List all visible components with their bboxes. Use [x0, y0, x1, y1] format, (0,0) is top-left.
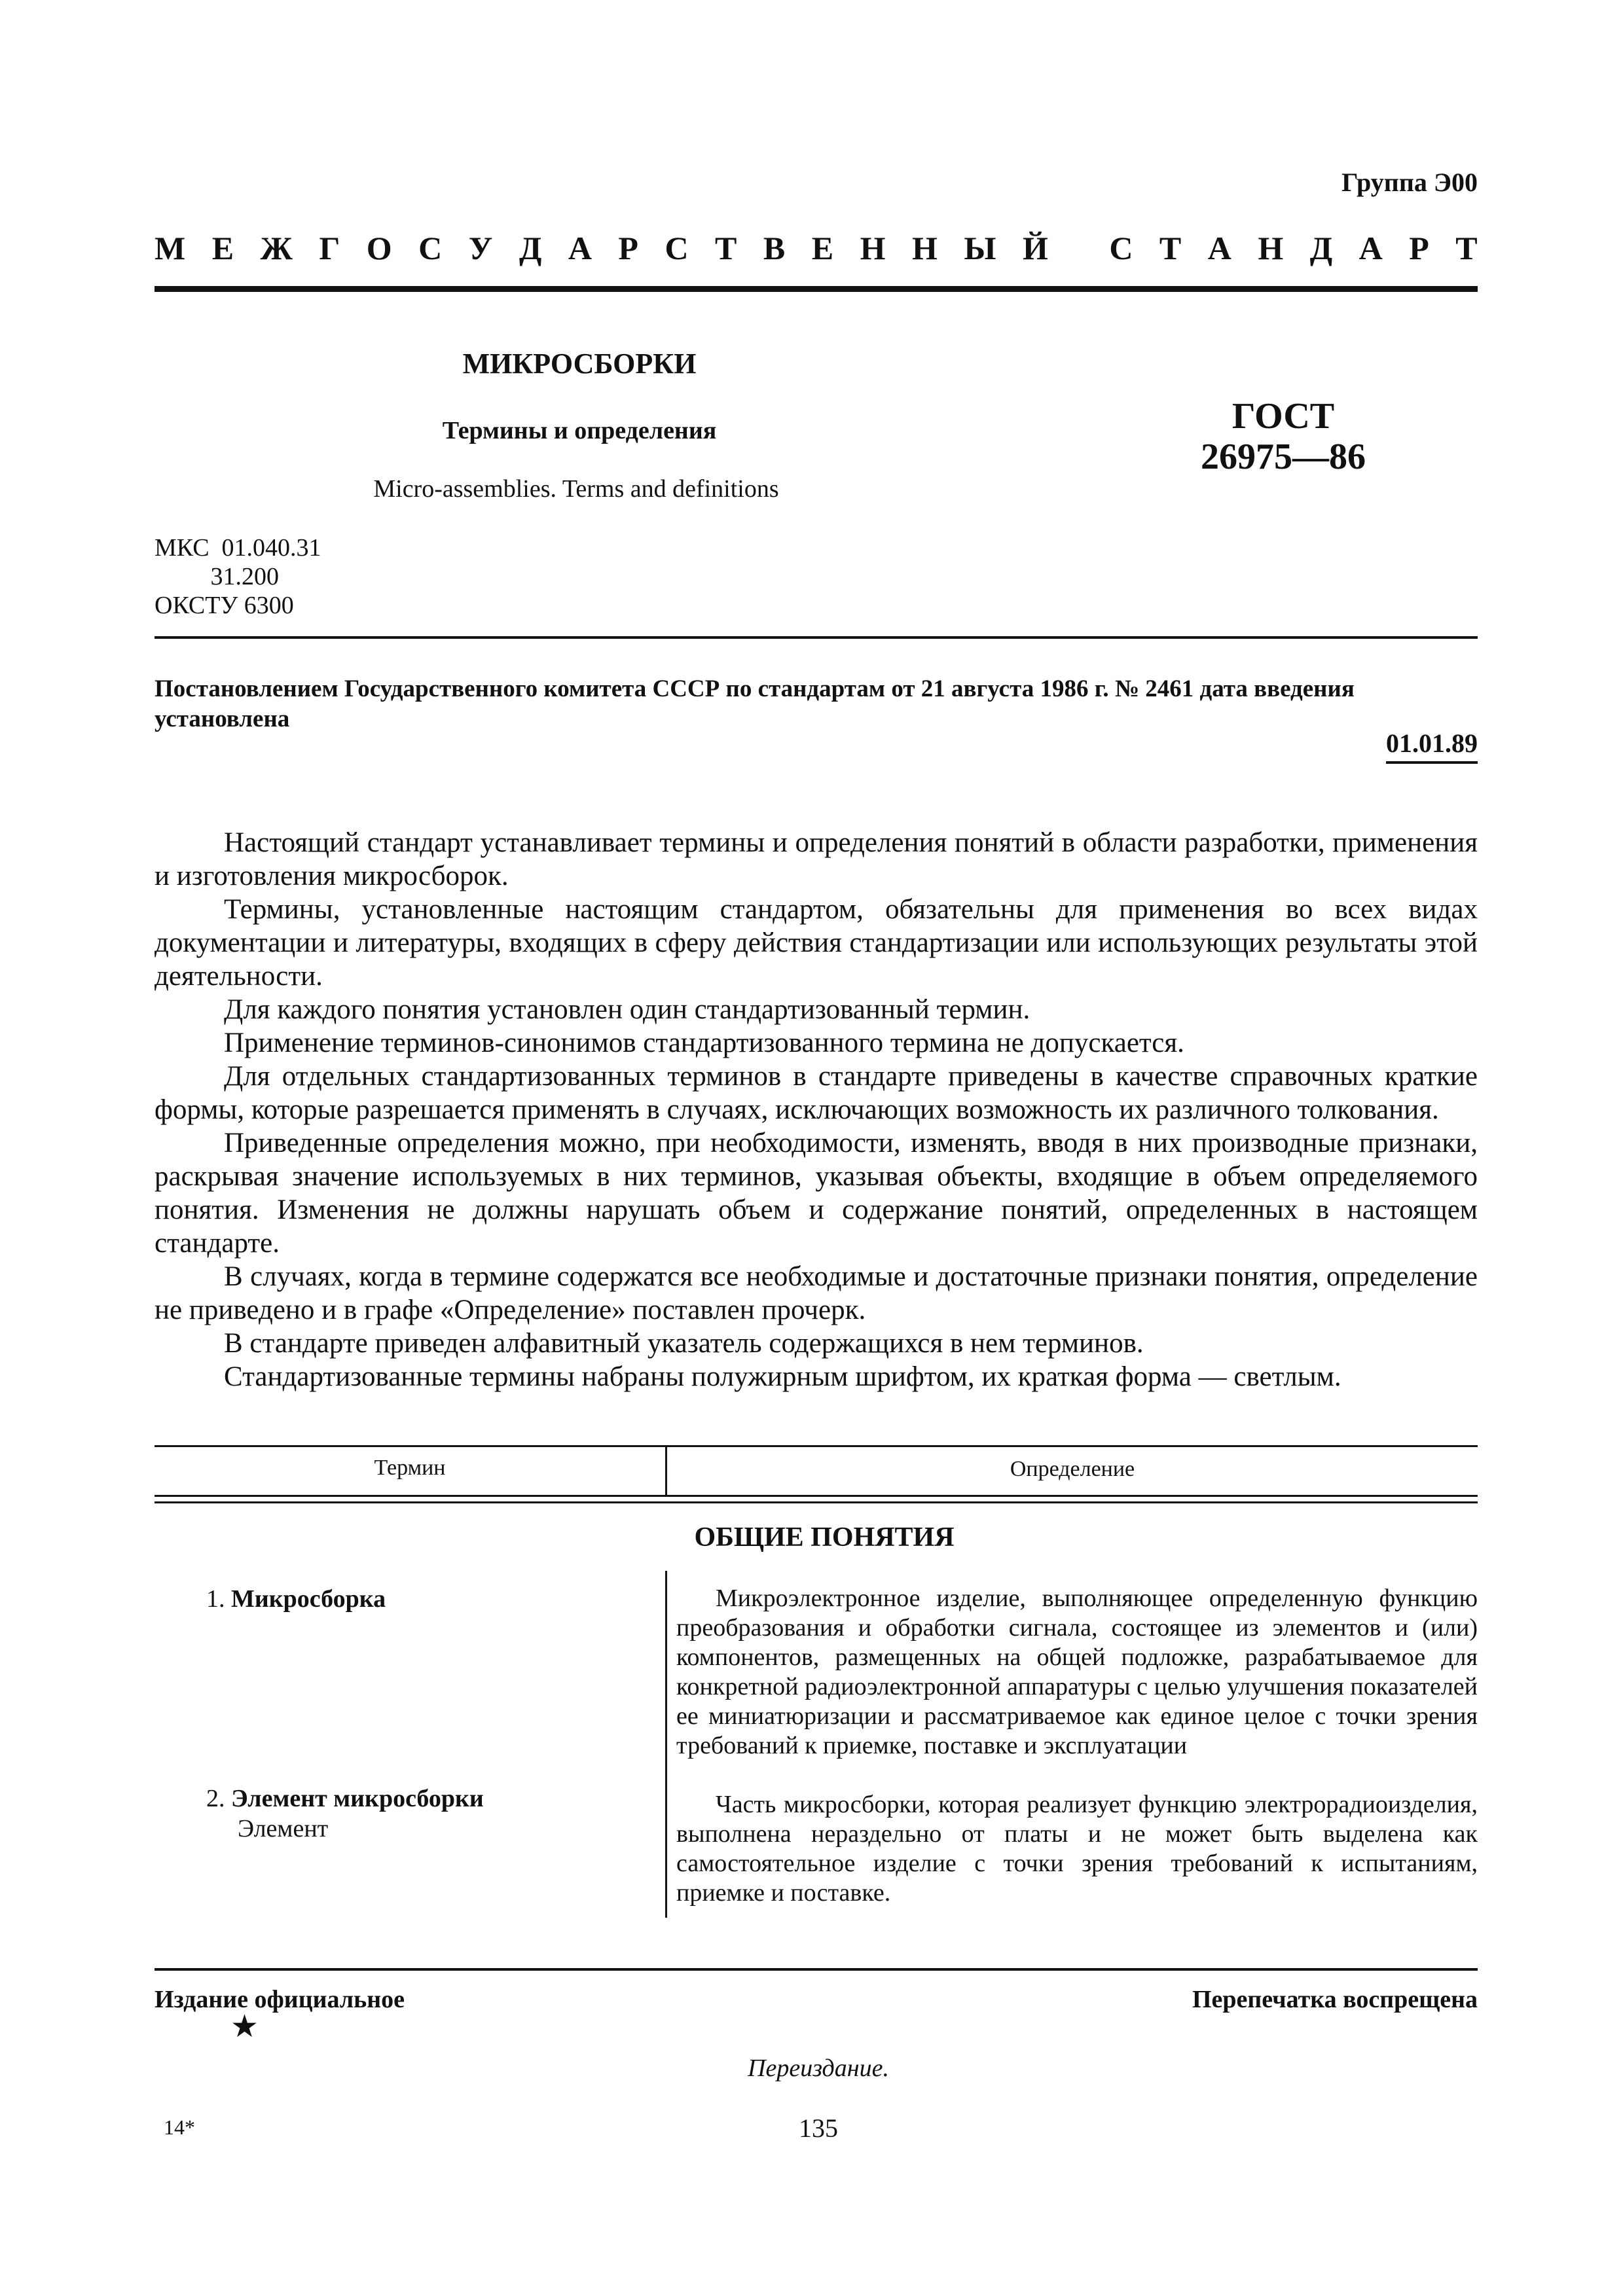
definition-text: Часть микросборки, которая реализует функцию электрорадиоизделия, выполнена нераздельно от платы и не может быть выделена как самостоятельное изделие с точки зрения требований к испытаниям, приемке и поставке.: [676, 1791, 1478, 1907]
classification-codes: [155, 533, 321, 620]
body-paragraph: Стандартизованные термины набраны полужирным шрифтом, их краткая форма — светлым.: [224, 1361, 1341, 1392]
banner-letter: А: [568, 230, 592, 266]
column-header-term: Термин: [374, 1456, 446, 1480]
table-header-rule-double: [155, 1501, 1478, 1503]
reprint-prohibited-label: Перепечатка воспрещена: [1192, 1986, 1478, 2013]
term-short-form: Элемент: [238, 1815, 329, 1842]
banner-letter: С: [1109, 230, 1133, 266]
banner-letter: Ы: [964, 230, 996, 266]
sheet-mark: 14*: [164, 2115, 195, 2139]
term-name: Микросборка: [231, 1585, 386, 1613]
section-heading: ОБЩИЕ ПОНЯТИЯ: [694, 1522, 955, 1552]
definition-text: Микроэлектронное изделие, выполняющее определенную функцию преобразования и обработки сигнала, состоящее из элементов и (или) компонентов, размещенных на общей подложке, разрабатываемое для конкретной радиоэлектронной аппаратуры с целью улучшения показателей ее миниатюризации и рассматриваемое как единое целое с точки зрения требований к приемке, поставке и эксплуатации: [676, 1585, 1478, 1759]
banner-letter: Н: [1258, 230, 1284, 266]
gost-label: ГОСТ: [1231, 396, 1335, 437]
column-header-definition: Определение: [1010, 1457, 1135, 1481]
header-rule: [155, 286, 1478, 292]
body-paragraph: В стандарте приведен алфавитный указатель содержащихся в нем терминов.: [224, 1328, 1144, 1359]
banner-letter: Д: [1309, 230, 1333, 266]
okstu-code: ОКСТУ 6300: [155, 592, 294, 619]
mks-code-1: МКС 01.040.31: [155, 534, 321, 562]
decree-text: Постановлением Государственного комитета СССР по стандартам от 21 августа 1986 г. № 2461 дата введения установлена: [155, 675, 1355, 732]
banner-letter: Н: [911, 230, 938, 266]
introduction-date: 01.01.89: [1386, 728, 1478, 764]
banner-letter: [1074, 229, 1083, 267]
body-paragraph: Настоящий стандарт устанавливает термины и определения понятий в области разработки, применения и изготовления микросборок.: [155, 827, 1478, 891]
mks-code-2: 31.200: [155, 563, 279, 590]
banner-letter: Т: [715, 230, 737, 266]
introduction-body: [155, 826, 1478, 1393]
table-header-rule: [155, 1495, 1478, 1497]
table-row-term: [206, 1784, 484, 1844]
banner-letter: Е: [211, 230, 234, 266]
body-paragraph: Для отдельных стандартизованных терминов в стандарте приведены в качестве справочных краткие формы, которые разрешается применять в случаях, исключающих возможность их различного толкования.: [155, 1061, 1478, 1125]
banner-letter: Ж: [260, 230, 293, 266]
footer-rule: [155, 1968, 1478, 1971]
banner-letter: Г: [319, 230, 340, 266]
reissue-label: Переиздание.: [748, 2054, 889, 2082]
table-row-definition: [676, 1790, 1478, 1908]
body-paragraph: Приведенные определения можно, при необходимости, изменять, вводя в них производные признаки, раскрывая значение используемых в них терминов, указывая объекты, входящие в объем определяемого понятия. Изменения не должны нарушать объем и содержание понятий, определенных в настоящем стандарте.: [155, 1128, 1478, 1259]
banner-letter: В: [763, 230, 786, 266]
gost-code: 26975—86: [1201, 437, 1366, 477]
banner-letter: Н: [860, 230, 886, 266]
term-number: 2.: [206, 1785, 225, 1812]
interstate-standard-banner: [155, 229, 1478, 267]
banner-letter: С: [665, 230, 689, 266]
banner-letter: Р: [618, 230, 638, 266]
table-row-definition: [676, 1584, 1478, 1761]
gost-number: [1146, 396, 1421, 477]
body-paragraph: Термины, установленные настоящим стандартом, обязательны для применения во всех видах документации и литературы, входящих в сферу действия стандартизации или использующих результаты этой деятельности.: [155, 894, 1478, 992]
banner-letter: Д: [519, 230, 542, 266]
english-title: Micro-assemblies. Terms and definitions: [373, 475, 779, 503]
classification-rule: [155, 636, 1478, 639]
banner-letter: А: [1207, 230, 1231, 266]
term-number: 1.: [206, 1585, 225, 1613]
term-name: Элемент микросборки: [231, 1785, 484, 1812]
banner-letter: У: [468, 230, 493, 266]
banner-letter: М: [155, 230, 186, 266]
banner-letter: Т: [1455, 230, 1478, 266]
body-paragraph: Для каждого понятия установлен один стандартизованный термин.: [224, 994, 1030, 1025]
banner-letter: Р: [1409, 230, 1429, 266]
body-paragraph: Применение терминов-синонимов стандартизованного термина не допускается.: [224, 1028, 1184, 1058]
body-paragraph: В случаях, когда в термине содержатся все необходимые и достаточные признаки понятия, определение не приведено и в графе «Определение» поставлен прочерк.: [155, 1261, 1478, 1325]
banner-letter: О: [366, 230, 392, 266]
banner-letter: С: [418, 230, 443, 266]
group-label: Группа Э00: [1341, 168, 1478, 197]
document-title: МИКРОСБОРКИ: [462, 348, 697, 380]
star-icon: ★: [230, 2009, 259, 2044]
official-edition-label: Издание официальное: [155, 1986, 405, 2013]
banner-letter: Е: [811, 230, 834, 266]
page-number: 135: [799, 2113, 838, 2143]
banner-letter: Й: [1022, 230, 1048, 266]
table-row-term: [206, 1584, 386, 1614]
table-body-divider: [665, 1571, 667, 1918]
banner-letter: А: [1359, 230, 1383, 266]
document-subtitle: Термины и определения: [442, 417, 717, 444]
table-top-rule: [155, 1445, 1478, 1447]
banner-letter: Т: [1159, 230, 1182, 266]
